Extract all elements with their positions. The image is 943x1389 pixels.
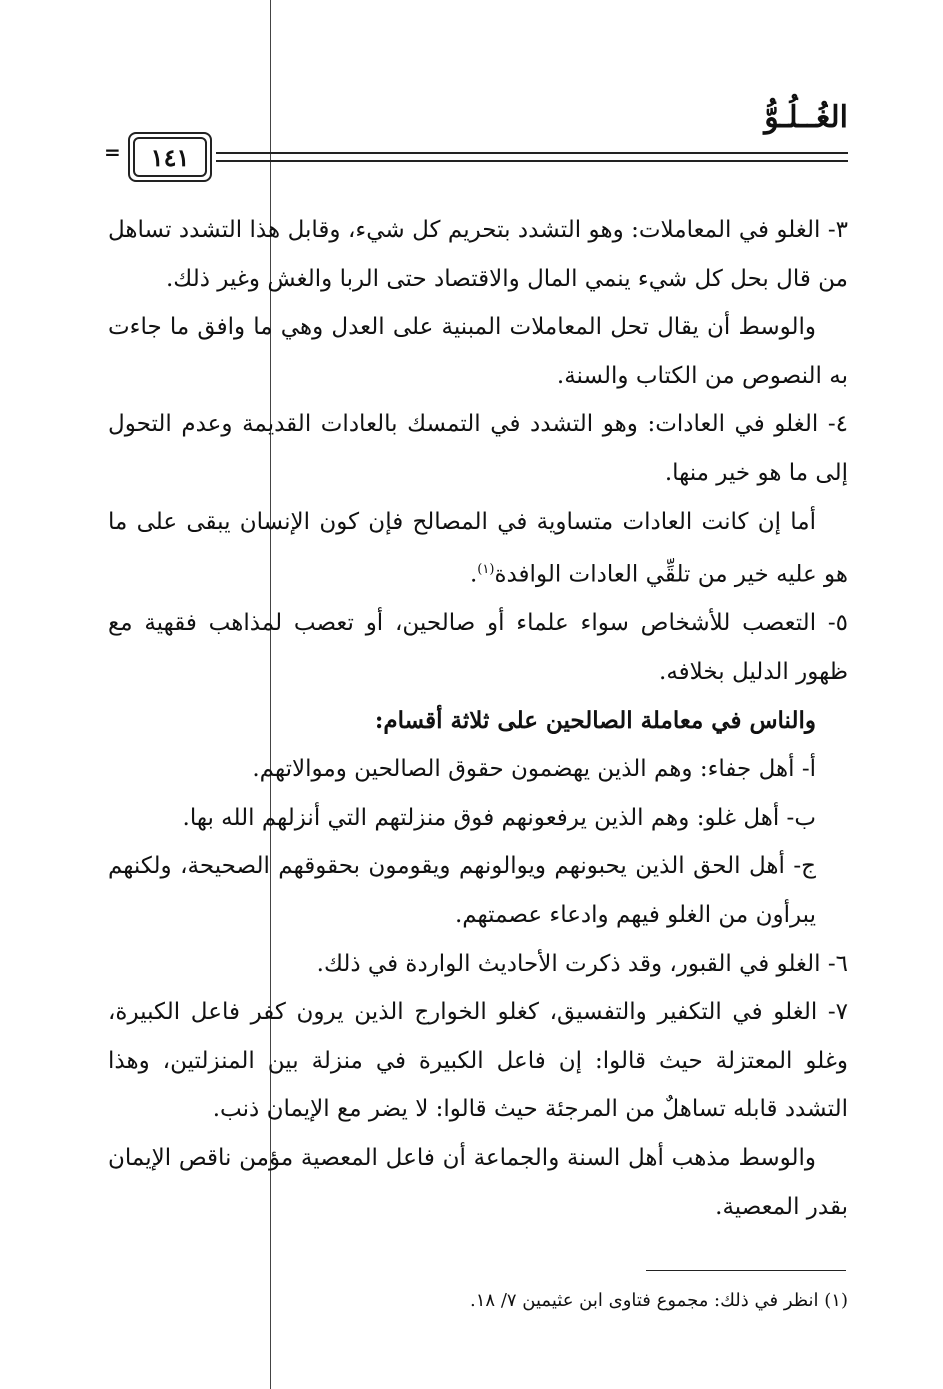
- list-item-haqq: ج- أهل الحق الذين يحبونهم ويوالونهم ويقومون بحقوقهم الصحيحة، ولكنهم يبرأون من الغلو فيهم وادعاء عصمتهم.: [108, 853, 816, 928]
- body-text: [108, 206, 848, 1231]
- header-left-mark: =: [104, 140, 121, 164]
- paragraph-4-adat: ٤- الغلو في العادات: وهو التشدد في التمسك بالعادات القديمة وعدم التحول إلى ما هو خير منها.: [108, 411, 848, 486]
- footnote-separator: [646, 1270, 846, 1271]
- footnote-text: (١) انظر في ذلك: مجموع فتاوى ابن عثيمين ٧/ ١٨.: [470, 1290, 848, 1311]
- page-header: [96, 100, 856, 180]
- footnote-reference: (١): [477, 562, 495, 578]
- running-title: الغُــلُـوُّ: [764, 100, 848, 135]
- paragraph-5-taassub: ٥- التعصب للأشخاص سواء علماء أو صالحين، أو تعصب لمذاهب فقهية مع ظهور الدليل بخلافه.: [108, 610, 848, 685]
- paragraph-adat-equal-end: .: [469, 561, 478, 588]
- paragraph-adat-equal-text: أما إن كانت العادات متساوية في المصالح فإن كون الإنسان يبقى على ما هو عليه خير من تلقِّي العادات الوافدة: [108, 508, 848, 588]
- paragraph-people-groups: والناس في معاملة الصالحين على ثلاثة أقسام:: [374, 706, 816, 734]
- paragraph-7-takfir: ٧- الغلو في التكفير والتفسيق، كغلو الخوارج الذين يرون كفر فاعل الكبيرة، وغلو المعتزلة حيث قالوا: إن فاعل الكبيرة في منزلة بين المنزلتين، وهذا التشدد قابله تساهلٌ من المرجئة حيث قالوا: لا يضر مع الإيمان ذنب.: [108, 999, 848, 1123]
- list-item-ghulu: ب- أهل غلو: وهم الذين يرفعونهم فوق منزلتهم التي أنزلهم الله بها.: [182, 804, 816, 831]
- page-number: ١٤١: [133, 137, 207, 177]
- header-double-rule: [216, 152, 848, 162]
- paragraph-3-muamalat: ٣- الغلو في المعاملات: وهو التشدد بتحريم كل شيء، وقابل هذا التشدد تساهل من قال بحل كل شيء ينمي المال والاقتصاد حتى الربا والغش وغير ذلك.: [108, 217, 848, 292]
- paragraph-wasat-ahl-sunnah: والوسط مذهب أهل السنة والجماعة أن فاعل المعصية مؤمن ناقص الإيمان بقدر المعصية.: [108, 1144, 848, 1220]
- paragraph-wasat-muamalat: والوسط أن يقال تحل المعاملات المبنية على العدل وهي ما وافق ما جاءت به النصوص من الكتاب والسنة.: [108, 314, 848, 389]
- page-number-frame: [128, 132, 212, 182]
- paragraph-6-qubur: ٦- الغلو في القبور، وقد ذكرت الأحاديث الواردة في ذلك.: [316, 950, 848, 977]
- list-item-jafa: أ- أهل جفاء: وهم الذين يهضمون حقوق الصالحين وموالاتهم.: [252, 756, 816, 783]
- paragraph-adat-equal: [108, 498, 848, 600]
